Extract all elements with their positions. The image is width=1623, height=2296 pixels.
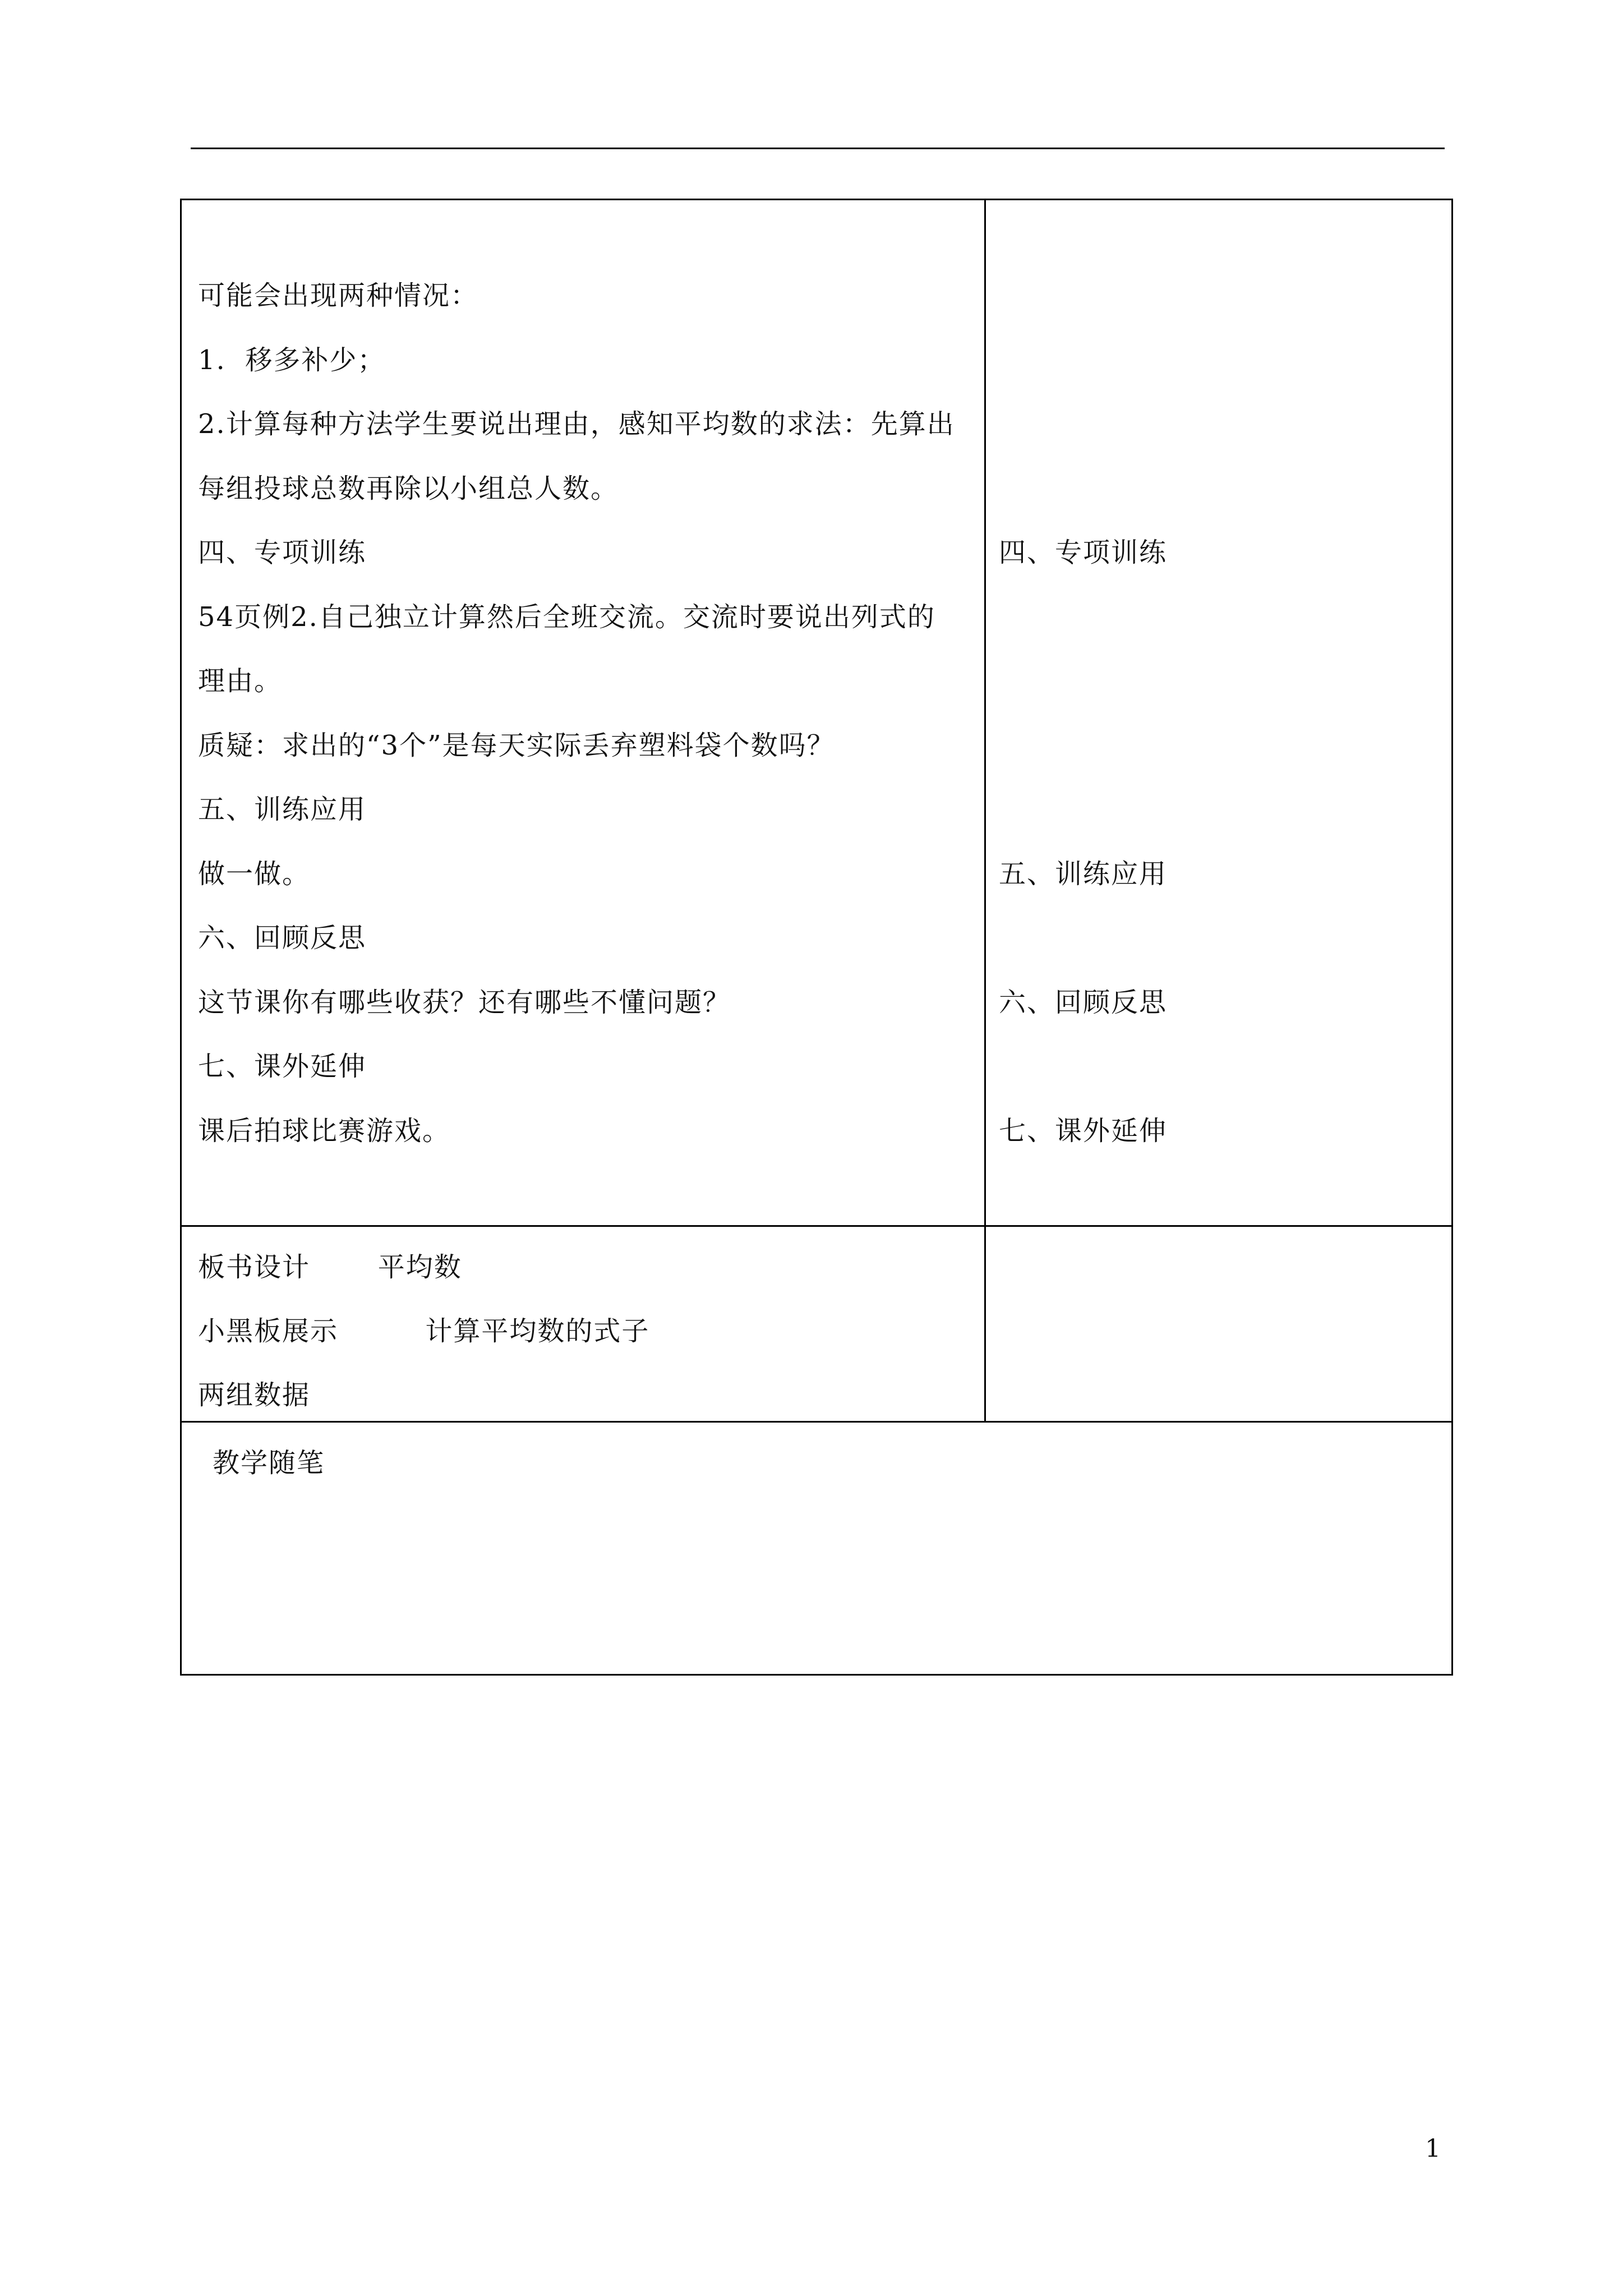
teaching-notes-label: 教学随笔 <box>213 1447 325 1479</box>
board-design-line: 小黑板展示 计算平均数的式子 <box>198 1315 650 1347</box>
right-section-heading: 五、训练应用 <box>999 858 1168 890</box>
teaching-step-line: 1. 移多补少； <box>198 344 386 376</box>
lesson-plan-table <box>180 199 1453 1676</box>
header-rule <box>191 148 1445 149</box>
teaching-step-line: 2.计算每种方法学生要说出理由，感知平均数的求法：先算出 <box>198 408 955 440</box>
teaching-step-line: 每组投球总数再除以小组总人数。 <box>198 473 619 504</box>
section-heading: 七、课外延伸 <box>198 1051 367 1082</box>
teaching-step-line: 理由。 <box>198 665 283 697</box>
teaching-step-line: 课后拍球比赛游戏。 <box>198 1115 451 1147</box>
teaching-step-line: 可能会出现两种情况： <box>198 280 479 311</box>
section-heading: 六、回顾反思 <box>198 922 367 954</box>
right-section-heading: 四、专项训练 <box>999 537 1168 568</box>
teaching-step-line: 这节课你有哪些收获？还有哪些不懂问题？ <box>198 987 731 1018</box>
teaching-step-line: 54页例2.自己独立计算然后全班交流。交流时要说出列式的 <box>198 601 935 633</box>
right-section-heading: 七、课外延伸 <box>999 1115 1168 1147</box>
teaching-step-line: 做一做。 <box>198 858 311 890</box>
page-number: 1 <box>1425 2134 1441 2163</box>
board-design-line: 板书设计 平均数 <box>198 1251 462 1283</box>
row-divider-teaching-notes <box>182 1421 1451 1423</box>
column-divider <box>984 200 986 1421</box>
section-heading: 五、训练应用 <box>198 794 367 825</box>
right-section-heading: 六、回顾反思 <box>999 987 1168 1018</box>
row-divider-board-design <box>182 1225 1451 1227</box>
section-heading: 四、专项训练 <box>198 537 367 568</box>
board-design-line: 两组数据 <box>198 1379 311 1411</box>
teaching-step-line: 质疑：求出的“3个”是每天实际丢弃塑料袋个数吗？ <box>198 730 835 761</box>
